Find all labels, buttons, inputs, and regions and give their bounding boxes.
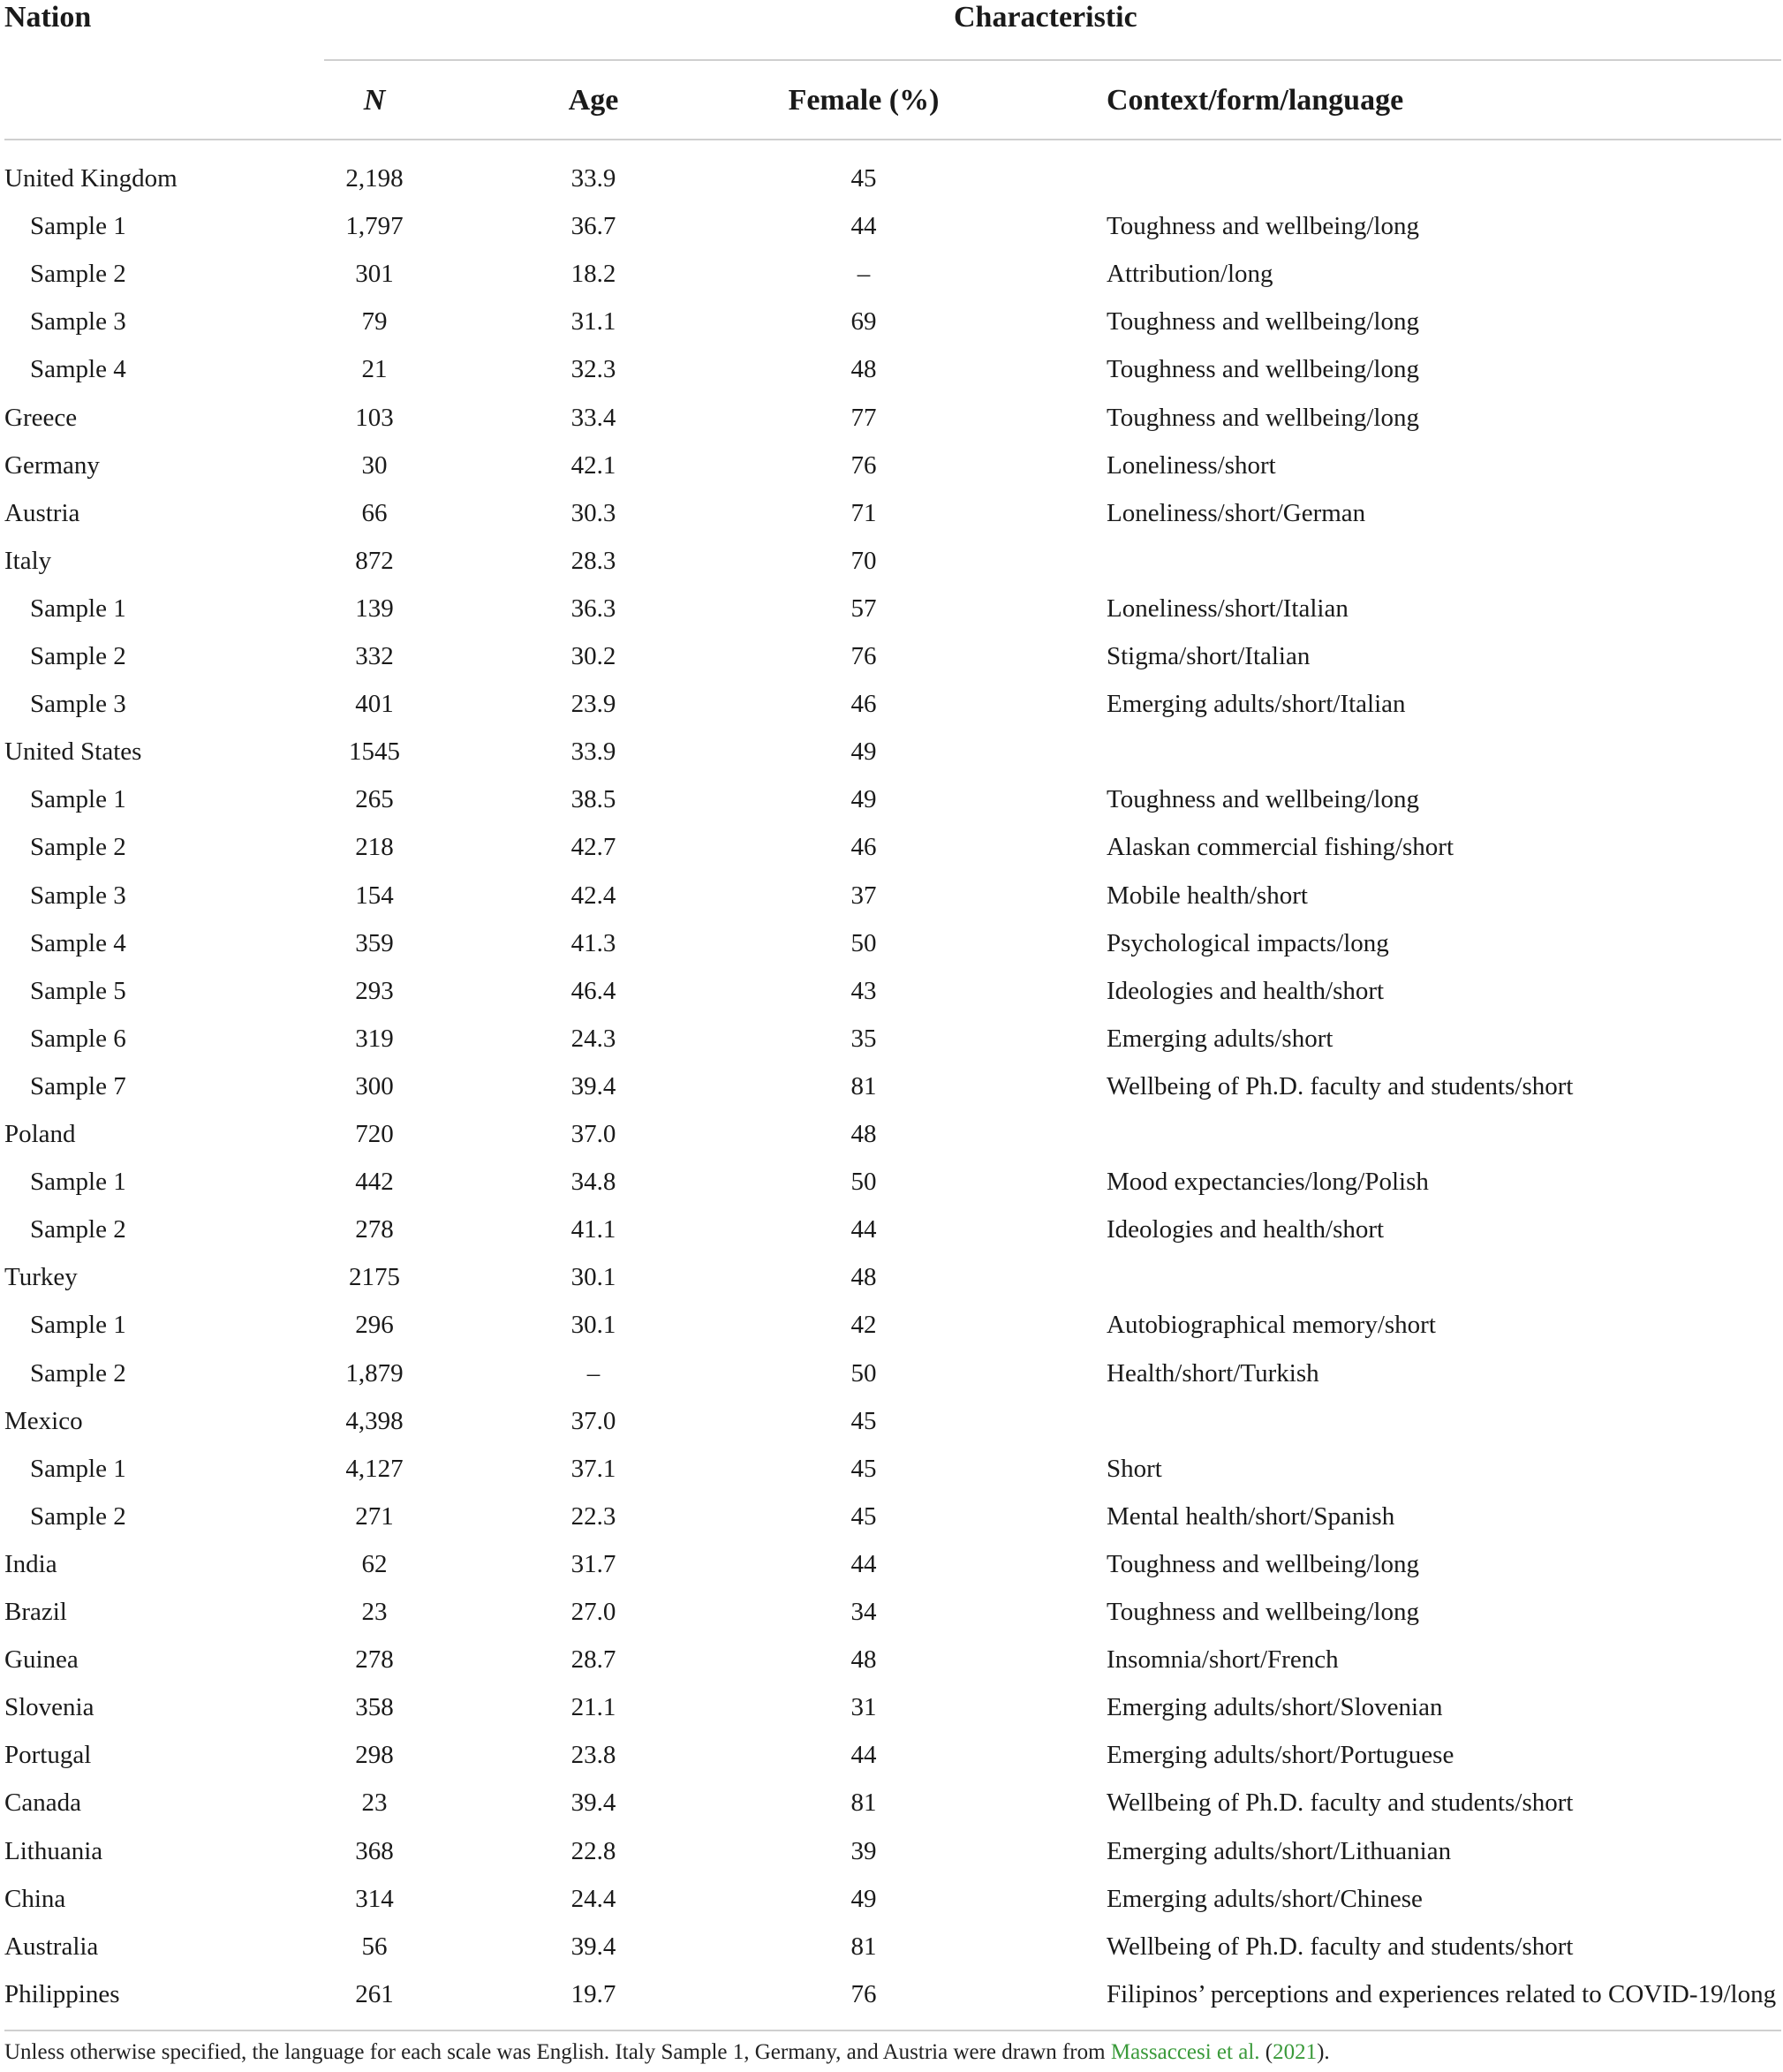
cell-age: 28.7 [570, 1645, 616, 1675]
cell-female: 50 [850, 928, 877, 957]
cell-female: 71 [850, 498, 877, 527]
cell-age: 23.9 [570, 690, 616, 719]
table-row [0, 585, 1783, 632]
cell-n: 300 [355, 1071, 394, 1100]
cell-context: Ideologies and health/short [1107, 1215, 1385, 1244]
cell-nation: Sample 1 [30, 1168, 126, 1197]
cell-age: 22.8 [570, 1836, 616, 1865]
cell-context: Toughness and wellbeing/long [1107, 785, 1419, 814]
table-row [0, 1110, 1783, 1158]
cell-context: Toughness and wellbeing/long [1107, 212, 1419, 241]
table-row [0, 1540, 1783, 1588]
cell-age: 41.3 [570, 928, 616, 957]
cell-context: Emerging adults/short/Portuguese [1107, 1741, 1454, 1770]
cell-context: Toughness and wellbeing/long [1107, 403, 1419, 432]
cell-context: Emerging adults/short/Slovenian [1107, 1693, 1443, 1722]
cell-age: 36.3 [570, 594, 616, 623]
cell-age: – [586, 1358, 601, 1388]
cell-nation: Sample 3 [30, 881, 126, 910]
cell-nation: Sample 2 [30, 260, 126, 289]
cell-nation: India [4, 1549, 57, 1578]
table-row [0, 872, 1783, 919]
cell-context: Attribution/long [1107, 260, 1273, 289]
cell-female: 50 [850, 1168, 877, 1197]
cell-nation: Italy [4, 546, 52, 575]
cell-female: 42 [850, 1311, 877, 1340]
cell-n: 872 [355, 546, 394, 575]
cell-nation: Greece [4, 403, 78, 432]
cell-female: 76 [850, 450, 877, 480]
cell-nation: Sample 2 [30, 1358, 126, 1388]
cell-context: Emerging adults/short/Italian [1107, 690, 1406, 719]
table-row [0, 442, 1783, 489]
cell-age: 33.9 [570, 164, 616, 193]
cell-n: 278 [355, 1645, 394, 1675]
table-footnote [4, 2038, 1330, 2068]
header-n: N [363, 84, 386, 117]
table-row [0, 1827, 1783, 1875]
table-row [0, 919, 1783, 967]
cell-n: 368 [355, 1836, 394, 1865]
cell-nation: Sample 4 [30, 355, 126, 384]
cell-female: 35 [850, 1024, 877, 1053]
cell-context: Toughness and wellbeing/long [1107, 355, 1419, 384]
cell-age: 28.3 [570, 546, 616, 575]
cell-female: 34 [850, 1598, 877, 1626]
table-row [0, 1683, 1783, 1731]
cell-female: 76 [850, 642, 877, 670]
table-row [0, 823, 1783, 871]
cell-female: 45 [850, 1406, 877, 1435]
cell-nation: Sample 1 [30, 1454, 126, 1483]
cell-nation: Sample 4 [30, 928, 126, 957]
cell-age: 30.1 [570, 1263, 616, 1292]
cell-age: 27.0 [570, 1598, 616, 1626]
cell-female: 43 [850, 976, 877, 1005]
cell-nation: China [4, 1884, 66, 1913]
table-bottom-rule [4, 2030, 1781, 2031]
cell-nation: Austria [4, 498, 80, 527]
cell-n: 4,127 [345, 1454, 404, 1483]
cell-nation: Sample 6 [30, 1024, 126, 1053]
cell-context: Psychological impacts/long [1107, 928, 1389, 957]
cell-context: Health/short/Turkish [1107, 1358, 1319, 1388]
cell-nation: Australia [4, 1932, 99, 1961]
cell-context: Stigma/short/Italian [1107, 642, 1311, 670]
cell-nation: Sample 2 [30, 1215, 126, 1244]
cell-age: 33.4 [570, 403, 616, 432]
table-row [0, 345, 1783, 393]
cell-n: 261 [355, 1979, 394, 2008]
cell-nation: Sample 5 [30, 976, 126, 1005]
cell-female: 44 [850, 1741, 877, 1770]
header-nation: Nation [4, 1, 92, 34]
cell-context: Ideologies and health/short [1107, 976, 1385, 1005]
table-row [0, 1397, 1783, 1445]
table-row [0, 1206, 1783, 1253]
cell-age: 21.1 [570, 1693, 616, 1722]
table-row [0, 298, 1783, 345]
cell-female: 44 [850, 1215, 877, 1244]
table-row [0, 537, 1783, 585]
cell-nation: Philippines [4, 1979, 120, 2008]
cell-n: 21 [361, 355, 388, 384]
cell-age: 38.5 [570, 785, 616, 814]
cell-female: 48 [850, 1120, 877, 1148]
cell-n: 265 [355, 785, 394, 814]
cell-nation: Poland [4, 1120, 76, 1148]
cell-context: Short [1107, 1454, 1162, 1483]
cell-age: 22.3 [570, 1501, 616, 1531]
cell-female: 49 [850, 1884, 877, 1913]
table-row [0, 250, 1783, 298]
cell-context: Emerging adults/short/Chinese [1107, 1884, 1423, 1913]
cell-age: 19.7 [570, 1979, 616, 2008]
table-row [0, 1253, 1783, 1301]
cell-n: 298 [355, 1741, 394, 1770]
cell-n: 23 [361, 1788, 388, 1818]
table-row [0, 680, 1783, 728]
cell-n: 79 [361, 307, 388, 337]
cell-n: 56 [361, 1932, 388, 1961]
cell-context: Autobiographical memory/short [1107, 1311, 1436, 1340]
cell-context: Loneliness/short [1107, 450, 1276, 480]
cell-female: 57 [850, 594, 877, 623]
cell-age: 46.4 [570, 976, 616, 1005]
cell-n: 1,879 [345, 1358, 404, 1388]
cell-nation: United States [4, 737, 142, 767]
table-row [0, 1445, 1783, 1493]
cell-age: 31.7 [570, 1549, 616, 1578]
footnote-cite-open: ( [1259, 2040, 1273, 2064]
table-row [0, 489, 1783, 537]
cell-context: Loneliness/short/Italian [1107, 594, 1349, 623]
cell-age: 30.2 [570, 642, 616, 670]
cell-nation: Sample 7 [30, 1071, 126, 1100]
cell-age: 42.7 [570, 833, 616, 862]
cell-nation: Sample 1 [30, 785, 126, 814]
cell-age: 39.4 [570, 1071, 616, 1100]
cell-nation: Brazil [4, 1598, 67, 1626]
cell-female: 77 [850, 403, 877, 432]
table-row [0, 1970, 1783, 2018]
cell-female: 45 [850, 1501, 877, 1531]
table-row [0, 394, 1783, 442]
cell-age: 41.1 [570, 1215, 616, 1244]
cell-context: Emerging adults/short [1107, 1024, 1333, 1053]
table-row [0, 728, 1783, 775]
cell-female: 69 [850, 307, 877, 337]
table-row [0, 1158, 1783, 1206]
cell-female: 49 [850, 785, 877, 814]
cell-n: 218 [355, 833, 394, 862]
table-row [0, 632, 1783, 680]
cell-nation: Sample 1 [30, 212, 126, 241]
footnote-text: Unless otherwise specified, the language for each scale was English. Italy Sample 1, Germany, and Austria were drawn from [4, 2040, 1111, 2064]
cell-female: 81 [850, 1932, 877, 1961]
table-row [0, 155, 1783, 202]
table-row [0, 1731, 1783, 1779]
cell-female: 31 [850, 1693, 877, 1722]
cell-age: 31.1 [570, 307, 616, 337]
cell-context: Mental health/short/Spanish [1107, 1501, 1395, 1531]
table-row [0, 1779, 1783, 1826]
cell-nation: Canada [4, 1788, 81, 1818]
cell-context: Toughness and wellbeing/long [1107, 1549, 1419, 1578]
cell-female: 81 [850, 1071, 877, 1100]
cell-n: 23 [361, 1598, 388, 1626]
cell-age: 18.2 [570, 260, 616, 289]
cell-female: 46 [850, 690, 877, 719]
cell-age: 42.4 [570, 881, 616, 910]
cell-n: 401 [355, 690, 394, 719]
cell-n: 30 [361, 450, 388, 480]
cell-age: 37.0 [570, 1406, 616, 1435]
table-row [0, 1636, 1783, 1683]
cell-female: 37 [850, 881, 877, 910]
cell-age: 24.4 [570, 1884, 616, 1913]
cell-nation: Mexico [4, 1406, 83, 1435]
cell-n: 301 [355, 260, 394, 289]
cell-n: 359 [355, 928, 394, 957]
cell-female: 45 [850, 164, 877, 193]
cell-context: Mobile health/short [1107, 881, 1308, 910]
cell-context: Insomnia/short/French [1107, 1645, 1339, 1675]
table-row [0, 202, 1783, 250]
cell-n: 103 [355, 403, 394, 432]
cell-n: 154 [355, 881, 394, 910]
cell-female: – [857, 260, 871, 289]
cell-n: 4,398 [345, 1406, 404, 1435]
cell-female: 44 [850, 212, 877, 241]
table-row [0, 1062, 1783, 1110]
header-female: Female (%) [788, 84, 940, 117]
cell-nation: Sample 1 [30, 594, 126, 623]
cell-n: 278 [355, 1215, 394, 1244]
cell-female: 48 [850, 355, 877, 384]
table-row [0, 1493, 1783, 1540]
cell-context: Wellbeing of Ph.D. faculty and students/short [1107, 1932, 1574, 1961]
cell-age: 39.4 [570, 1788, 616, 1818]
cell-n: 62 [361, 1549, 388, 1578]
citation-link[interactable]: Massaccesi et al. [1110, 2040, 1260, 2064]
cell-female: 48 [850, 1263, 877, 1292]
cell-nation: United Kingdom [4, 164, 178, 193]
cell-n: 442 [355, 1168, 394, 1197]
cell-context: Toughness and wellbeing/long [1107, 1598, 1419, 1626]
footnote-cite-close: ). [1317, 2040, 1330, 2064]
cell-context: Wellbeing of Ph.D. faculty and students/short [1107, 1071, 1574, 1100]
cell-nation: Slovenia [4, 1693, 94, 1722]
cell-age: 39.4 [570, 1932, 616, 1961]
cell-nation: Lithuania [4, 1836, 103, 1865]
citation-year-link[interactable]: 2021 [1273, 2040, 1318, 2064]
cell-age: 24.3 [570, 1024, 616, 1053]
cell-female: 76 [850, 1979, 877, 2008]
cell-age: 34.8 [570, 1168, 616, 1197]
cell-n: 296 [355, 1311, 394, 1340]
cell-age: 33.9 [570, 737, 616, 767]
table-row [0, 1875, 1783, 1923]
cell-nation: Portugal [4, 1741, 92, 1770]
cell-n: 319 [355, 1024, 394, 1053]
cell-nation: Germany [4, 450, 100, 480]
cell-n: 314 [355, 1884, 394, 1913]
cell-female: 50 [850, 1358, 877, 1388]
cell-n: 332 [355, 642, 394, 670]
table-row [0, 1301, 1783, 1349]
header-age: Age [568, 84, 619, 117]
cell-nation: Sample 2 [30, 1501, 126, 1531]
cell-female: 46 [850, 833, 877, 862]
table-row [0, 967, 1783, 1015]
table-row [0, 1015, 1783, 1062]
cell-age: 32.3 [570, 355, 616, 384]
cell-n: 1545 [349, 737, 400, 767]
cell-nation: Guinea [4, 1645, 79, 1675]
cell-nation: Sample 2 [30, 642, 126, 670]
cell-n: 2,198 [345, 164, 404, 193]
cell-age: 30.1 [570, 1311, 616, 1340]
cell-age: 37.0 [570, 1120, 616, 1148]
cell-n: 139 [355, 594, 394, 623]
cell-age: 37.1 [570, 1454, 616, 1483]
cell-context: Filipinos’ perceptions and experiences related to COVID-19/long [1107, 1979, 1777, 2008]
table-row [0, 1350, 1783, 1397]
cell-nation: Turkey [4, 1263, 78, 1292]
cell-context: Emerging adults/short/Lithuanian [1107, 1836, 1452, 1865]
cell-female: 48 [850, 1645, 877, 1675]
cell-n: 2175 [349, 1263, 400, 1292]
cell-female: 49 [850, 737, 877, 767]
cell-n: 271 [355, 1501, 394, 1531]
table-row [0, 775, 1783, 823]
table-row [0, 1923, 1783, 1970]
cell-age: 30.3 [570, 498, 616, 527]
cell-nation: Sample 2 [30, 833, 126, 862]
header-characteristic: Characteristic [954, 1, 1137, 34]
cell-nation: Sample 1 [30, 1311, 126, 1340]
cell-context: Loneliness/short/German [1107, 498, 1366, 527]
cell-context: Toughness and wellbeing/long [1107, 307, 1419, 337]
cell-context: Wellbeing of Ph.D. faculty and students/short [1107, 1788, 1574, 1818]
cell-n: 66 [361, 498, 388, 527]
cell-female: 39 [850, 1836, 877, 1865]
header-context: Context/form/language [1107, 84, 1404, 117]
cell-n: 720 [355, 1120, 394, 1148]
cell-context: Mood expectancies/long/Polish [1107, 1168, 1429, 1197]
table-row [0, 1588, 1783, 1636]
cell-female: 81 [850, 1788, 877, 1818]
cell-n: 293 [355, 976, 394, 1005]
cell-age: 36.7 [570, 212, 616, 241]
cell-female: 70 [850, 546, 877, 575]
cell-female: 45 [850, 1454, 877, 1483]
cell-context: Alaskan commercial fishing/short [1107, 833, 1454, 862]
cell-age: 42.1 [570, 450, 616, 480]
cell-nation: Sample 3 [30, 307, 126, 337]
cell-n: 358 [355, 1693, 394, 1722]
cell-female: 44 [850, 1549, 877, 1578]
cell-nation: Sample 3 [30, 690, 126, 719]
cell-n: 1,797 [345, 212, 404, 241]
cell-age: 23.8 [570, 1741, 616, 1770]
